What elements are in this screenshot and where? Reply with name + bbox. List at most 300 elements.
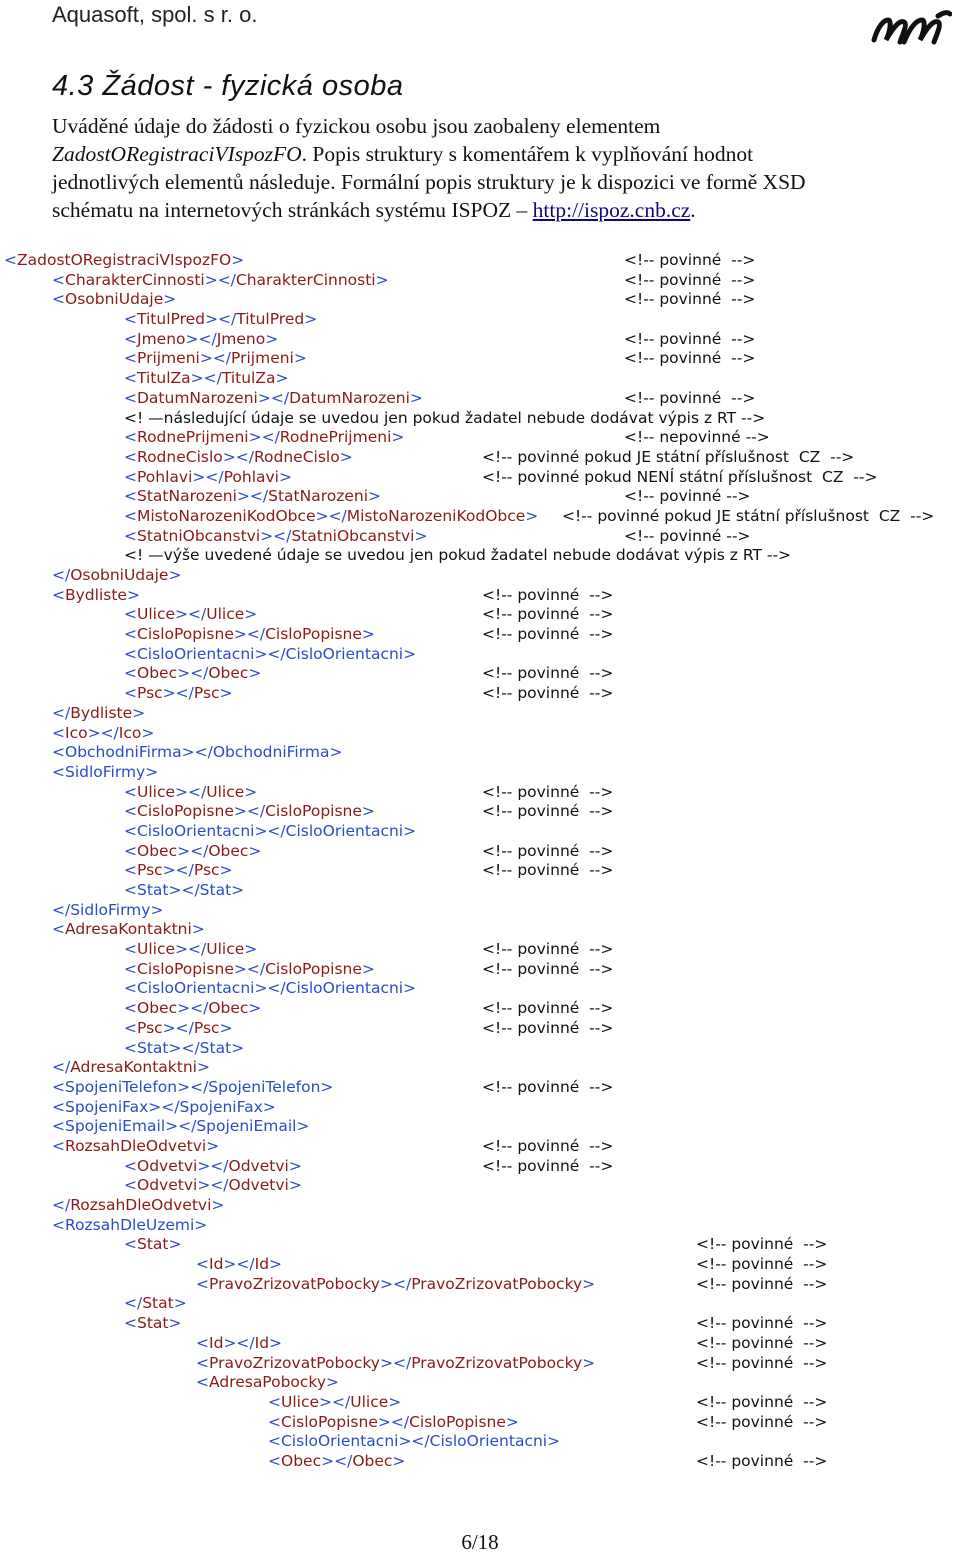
xml-comment: <!-- povinné --> xyxy=(482,802,614,821)
xml-comment: <!-- povinné --> xyxy=(482,782,614,801)
element-name: Odvetvi xyxy=(228,1156,289,1175)
code-line xyxy=(0,724,960,744)
tag-bracket: ></ xyxy=(197,1156,229,1175)
tag-bracket: > xyxy=(132,703,146,722)
xml-element xyxy=(124,625,375,645)
tag-bracket: </ xyxy=(52,1196,71,1214)
tag-bracket: < xyxy=(268,1412,281,1431)
tag-bracket: > xyxy=(168,1314,182,1333)
xml-element xyxy=(124,1176,302,1196)
element-name: Obec xyxy=(281,1451,322,1470)
xml-element xyxy=(124,822,416,842)
element-name: RozsahDleOdvetvi xyxy=(65,1136,207,1155)
xml-element xyxy=(124,881,244,901)
code-line xyxy=(0,1216,960,1236)
tag-bracket: > xyxy=(278,467,292,486)
tag-bracket: > xyxy=(288,1176,302,1195)
xml-comment: <!-- povinné --> xyxy=(696,1333,828,1352)
code-line xyxy=(0,527,960,547)
xml-comment: <!-- povinné --> xyxy=(696,1235,828,1254)
xml-comment: <!-- povinné --> xyxy=(624,487,751,506)
xml-element xyxy=(52,724,154,744)
tag-bracket: > xyxy=(582,1353,596,1372)
xml-comment: <!-- povinné --> xyxy=(482,625,614,644)
code-line xyxy=(0,1235,960,1255)
tag-bracket: ></ xyxy=(319,1392,351,1411)
xml-element xyxy=(124,861,233,881)
code-line xyxy=(0,1078,960,1098)
note-comment: <! —následující údaje se uvedou jen pokud žadatel nebude dodávat výpis z RT --> xyxy=(124,408,766,427)
element-name: TitulZa xyxy=(137,369,191,388)
xml-element xyxy=(196,1354,595,1374)
element-name: Bydliste xyxy=(65,585,127,604)
xml-element xyxy=(52,586,140,606)
xml-element xyxy=(124,802,375,822)
element-name: CisloPopisne xyxy=(137,959,234,978)
tag-bracket: ></ xyxy=(223,1333,255,1352)
element-name: DatumNarozeni xyxy=(289,388,410,407)
tag-bracket: ></ xyxy=(190,369,222,388)
element-name: Obec xyxy=(137,841,178,860)
tag-bracket: > xyxy=(368,487,382,506)
tag-bracket: > xyxy=(505,1412,519,1431)
xml-comment: <!-- povinné --> xyxy=(696,1255,828,1274)
tag-bracket: > xyxy=(244,605,258,624)
xml-element xyxy=(124,842,261,862)
xml-element xyxy=(124,1039,244,1059)
tag-bracket: ></ xyxy=(175,782,207,801)
tag-bracket: < xyxy=(124,861,137,880)
xml-comment: <!-- povinné --> xyxy=(482,999,614,1018)
tag-bracket: < xyxy=(124,428,137,447)
tag-bracket: ></ xyxy=(177,999,209,1018)
tag-bracket: <CisloOrientacni></CisloOrientacni> xyxy=(124,644,417,663)
code-line xyxy=(0,881,960,901)
intro-line-4: schématu na internetových stránkách systému ISPOZ – xyxy=(52,198,533,222)
xml-comment: <!-- povinné --> xyxy=(482,940,614,959)
tag-bracket: < xyxy=(124,664,137,683)
element-name: Obec xyxy=(208,664,249,683)
element-name: Ico xyxy=(65,723,88,742)
tag-bracket: ></ xyxy=(177,841,209,860)
xml-element xyxy=(52,743,342,763)
code-line xyxy=(0,861,960,881)
xml-element xyxy=(124,487,381,507)
xml-comment: <!-- povinné --> xyxy=(482,664,614,683)
tag-bracket: < xyxy=(124,467,137,486)
code-line xyxy=(0,1354,960,1374)
xml-element xyxy=(52,1058,210,1078)
xml-element xyxy=(52,1117,309,1137)
element-name: CisloPopisne xyxy=(137,802,234,821)
tag-bracket: > xyxy=(409,388,423,407)
xml-element xyxy=(124,1157,302,1177)
tag-bracket: > xyxy=(265,329,279,348)
code-line xyxy=(0,487,960,507)
code-line xyxy=(0,704,960,724)
element-name: Ico xyxy=(118,723,142,742)
code-line xyxy=(0,1294,960,1314)
tag-bracket: < xyxy=(52,290,65,309)
tag-bracket: > xyxy=(168,566,182,584)
xml-element xyxy=(52,763,158,783)
element-name: CisloPopisne xyxy=(265,802,362,821)
tag-bracket: ></ xyxy=(192,467,224,486)
code-line xyxy=(0,1255,960,1275)
xml-element xyxy=(196,1275,595,1295)
tag-bracket: < xyxy=(196,1255,209,1274)
tag-bracket: < xyxy=(268,1451,281,1470)
element-name: Ulice xyxy=(350,1392,389,1411)
code-line xyxy=(0,1373,960,1393)
header-company-name: Aquasoft, spol. s r. o. xyxy=(52,2,258,27)
element-name: Ulice xyxy=(137,782,176,801)
xml-element xyxy=(52,290,176,310)
element-name: Ulice xyxy=(206,782,245,801)
tag-bracket: ></ xyxy=(377,1412,410,1431)
xml-element xyxy=(124,979,416,999)
element-name: Pohlavi xyxy=(223,467,279,486)
tag-bracket: > xyxy=(326,1373,340,1392)
tag-bracket: ></ xyxy=(223,1255,255,1274)
tag-bracket: <CisloOrientacni></CisloOrientacni> xyxy=(124,821,417,840)
tag-bracket: < xyxy=(52,920,65,939)
element-name: PravoZrizovatPobocky xyxy=(411,1274,583,1293)
intro-element-name: ZadostORegistraciVIspozFO xyxy=(52,142,302,166)
tag-bracket: ></ xyxy=(162,684,194,703)
tag-bracket: > xyxy=(361,802,375,821)
tag-bracket: > xyxy=(525,506,539,525)
code-line xyxy=(0,1098,960,1118)
element-name: Stat xyxy=(137,1235,169,1254)
element-name: Bydliste xyxy=(70,703,133,722)
xml-comment: <!-- povinné --> xyxy=(624,349,756,368)
element-name: DatumNarozeni xyxy=(137,388,258,407)
xml-element xyxy=(124,605,257,625)
tag-bracket: ></ xyxy=(162,1018,194,1037)
xml-element xyxy=(124,999,261,1019)
code-line xyxy=(0,586,960,606)
tag-bracket: ></ xyxy=(260,526,292,545)
tag-bracket: > xyxy=(339,447,353,466)
xml-structure-listing xyxy=(0,251,960,1472)
xml-element xyxy=(124,684,233,704)
ispoz-link[interactable]: http://ispoz.cnb.cz xyxy=(532,198,691,222)
element-name: Stat xyxy=(137,1314,169,1333)
element-name: Prijmeni xyxy=(231,349,294,368)
xml-comment: <!-- povinné --> xyxy=(696,1451,828,1470)
element-name: RodnePrijmeni xyxy=(279,428,392,447)
xml-element xyxy=(124,1314,182,1334)
tag-bracket: ></ xyxy=(205,310,237,329)
code-line xyxy=(0,369,960,389)
tag-bracket: ></ xyxy=(315,506,347,525)
xml-element xyxy=(196,1255,282,1275)
element-name: StatniObcanstvi xyxy=(137,526,261,545)
intro-line-end: . xyxy=(690,198,696,222)
tag-bracket: < xyxy=(124,940,137,959)
xml-comment: <!-- povinné --> xyxy=(482,1018,614,1037)
tag-bracket: </ xyxy=(52,1058,71,1077)
element-name: Jmeno xyxy=(137,329,186,348)
code-line xyxy=(0,468,960,488)
tag-bracket: ></ xyxy=(87,723,119,742)
xml-comment: <!-- povinné --> xyxy=(482,841,614,860)
element-name: Obec xyxy=(208,999,249,1018)
code-line xyxy=(0,1058,960,1078)
code-line xyxy=(0,901,960,921)
tag-bracket: ></ xyxy=(162,861,194,880)
tag-bracket: <SpojeniEmail></SpojeniEmail> xyxy=(52,1117,310,1136)
tag-bracket: < xyxy=(124,782,137,801)
tag-bracket: < xyxy=(124,388,137,407)
tag-bracket: > xyxy=(163,290,177,309)
tag-bracket: < xyxy=(124,841,137,860)
xml-comment: <!-- povinné pokud JE státní příslušnost CZ --> xyxy=(562,506,935,525)
tag-bracket: > xyxy=(288,1156,302,1175)
element-name: Psc xyxy=(193,684,220,703)
tag-bracket: ></ xyxy=(175,940,207,959)
tag-bracket: </ xyxy=(52,703,71,722)
tag-bracket: > xyxy=(219,684,233,703)
xml-comment: <!-- povinné --> xyxy=(482,1156,614,1175)
element-name: Stat xyxy=(142,1294,174,1313)
code-line xyxy=(0,1334,960,1354)
element-name: PravoZrizovatPobocky xyxy=(411,1353,583,1372)
tag-bracket: <Stat></Stat> xyxy=(124,1038,245,1057)
tag-bracket: ></ xyxy=(248,428,280,447)
xml-element xyxy=(124,448,353,468)
tag-bracket: < xyxy=(124,802,137,821)
tag-bracket: < xyxy=(124,1314,137,1333)
element-name: Obec xyxy=(137,999,178,1018)
code-line xyxy=(0,1314,960,1334)
code-line xyxy=(0,645,960,665)
xml-comment: <!-- povinné --> xyxy=(482,1077,614,1096)
element-name: Ulice xyxy=(206,605,245,624)
xml-comment: <!-- nepovinné --> xyxy=(624,428,770,447)
tag-bracket: < xyxy=(124,625,137,644)
company-logo xyxy=(868,6,952,52)
element-name: MistoNarozeniKodObce xyxy=(346,506,526,525)
xml-element xyxy=(268,1413,519,1433)
tag-bracket: ></ xyxy=(379,1274,412,1293)
intro-line-3: jednotlivých elementů následuje. Formální popis struktury je k dispozici ve formě XSD xyxy=(52,170,806,194)
code-line xyxy=(0,349,960,369)
code-line xyxy=(0,1137,960,1157)
tag-bracket: ></ xyxy=(233,802,266,821)
code-line xyxy=(0,1275,960,1295)
element-name: Obec xyxy=(137,664,178,683)
code-line xyxy=(0,605,960,625)
xml-element xyxy=(124,940,257,960)
element-name: Prijmeni xyxy=(137,349,200,368)
element-name: Ulice xyxy=(206,940,245,959)
tag-bracket: > xyxy=(211,1196,225,1214)
code-line xyxy=(0,271,960,291)
tag-bracket: <SpojeniFax></SpojeniFax> xyxy=(52,1097,276,1116)
tag-bracket: > xyxy=(244,782,258,801)
element-name: Psc xyxy=(137,1018,163,1037)
xml-comment: <!-- povinné pokud JE státní příslušnost CZ --> xyxy=(482,447,855,466)
element-name: AdresaKontaktni xyxy=(70,1058,197,1077)
xml-element xyxy=(124,527,427,547)
code-line xyxy=(0,802,960,822)
code-line xyxy=(0,1019,960,1039)
element-name: CisloPopisne xyxy=(281,1412,378,1431)
code-line xyxy=(0,330,960,350)
xml-element xyxy=(52,271,389,291)
xml-element xyxy=(124,389,423,409)
xml-element xyxy=(124,349,307,369)
xml-element xyxy=(196,1373,339,1393)
tag-bracket: < xyxy=(124,605,137,624)
tag-bracket: < xyxy=(52,723,65,742)
xml-comment: <!-- povinné --> xyxy=(696,1274,828,1293)
element-name: AdresaKontaktni xyxy=(65,920,192,939)
element-name: Odvetvi xyxy=(228,1176,289,1195)
element-name: CharakterCinnosti xyxy=(65,270,205,289)
code-line xyxy=(0,1393,960,1413)
element-name: Ulice xyxy=(281,1392,320,1411)
xml-comment: <!-- povinné --> xyxy=(482,959,614,978)
tag-bracket: < xyxy=(52,270,65,289)
tag-bracket: < xyxy=(124,369,137,388)
element-name: TitulPred xyxy=(236,310,305,329)
element-name: Obec xyxy=(208,841,249,860)
code-line xyxy=(0,409,960,429)
xml-element xyxy=(124,507,538,527)
tag-bracket: < xyxy=(124,1235,137,1254)
xml-comment: <!-- povinné --> xyxy=(624,526,751,545)
tag-bracket: > xyxy=(126,585,140,604)
code-line xyxy=(0,920,960,940)
element-name: CisloPopisne xyxy=(265,959,362,978)
element-name: PravoZrizovatPobocky xyxy=(209,1353,380,1372)
xml-comment: <!-- povinné --> xyxy=(696,1353,828,1372)
tag-bracket: > xyxy=(392,1451,406,1470)
code-line xyxy=(0,290,960,310)
tag-bracket: < xyxy=(52,1136,65,1155)
element-name: Psc xyxy=(137,684,163,703)
tag-bracket: > xyxy=(219,861,233,880)
code-line xyxy=(0,743,960,763)
xml-element xyxy=(124,330,278,350)
xml-element xyxy=(196,1334,282,1354)
tag-bracket: < xyxy=(124,506,137,525)
element-name: MistoNarozeniKodObce xyxy=(137,506,316,525)
tag-bracket: < xyxy=(124,526,137,545)
tag-bracket: > xyxy=(269,1255,283,1274)
code-line xyxy=(0,1039,960,1059)
tag-bracket: ></ xyxy=(175,605,207,624)
tag-bracket: < xyxy=(124,684,137,703)
element-name: Psc xyxy=(137,861,163,880)
tag-bracket: > xyxy=(219,1018,233,1037)
tag-bracket: <CisloOrientacni></CisloOrientacni> xyxy=(268,1432,561,1451)
element-name: OsobniUdaje xyxy=(70,566,169,584)
element-name: TitulPred xyxy=(137,310,205,329)
xml-element xyxy=(124,960,375,980)
tag-bracket: ></ xyxy=(233,625,266,644)
element-name: CharakterCinnosti xyxy=(235,270,376,289)
xml-comment: <!-- povinné pokud NENÍ státní příslušnost CZ --> xyxy=(482,467,878,486)
tag-bracket: > xyxy=(361,959,375,978)
xml-element xyxy=(124,310,317,330)
tag-bracket: < xyxy=(196,1353,209,1372)
intro-line-1: Uváděné údaje do žádosti o fyzickou osobu jsou zaobaleny elementem xyxy=(52,114,661,138)
xml-comment: <!-- povinné --> xyxy=(482,605,614,624)
element-name: Id xyxy=(254,1333,270,1352)
tag-bracket: ></ xyxy=(177,664,209,683)
intro-line-2: . Popis struktury s komentářem k vyplňování hodnot xyxy=(301,142,754,166)
code-line xyxy=(0,389,960,409)
xml-comment: <!-- povinné --> xyxy=(624,329,756,348)
tag-bracket: > xyxy=(244,940,258,959)
element-name: Ulice xyxy=(137,605,176,624)
tag-bracket: </ xyxy=(52,566,71,584)
tag-bracket: > xyxy=(141,723,155,742)
element-name: StatNarozeni xyxy=(137,487,237,506)
xml-element xyxy=(52,901,163,921)
element-name: Obec xyxy=(352,1451,393,1470)
xml-element xyxy=(52,1137,219,1157)
code-line xyxy=(0,684,960,704)
tag-bracket: > xyxy=(388,1392,402,1411)
code-line xyxy=(0,1196,960,1216)
tag-bracket: > xyxy=(206,1136,220,1155)
xml-comment: <!-- povinné --> xyxy=(482,684,614,703)
tag-bracket: > xyxy=(269,1333,283,1352)
element-name: RodneCislo xyxy=(253,447,340,466)
tag-bracket: < xyxy=(124,310,137,329)
tag-bracket: > xyxy=(293,349,307,368)
element-name: ZadostORegistraciVIspozFO xyxy=(17,251,232,269)
tag-bracket: ></ xyxy=(197,1176,229,1195)
xml-comment: <!-- povinné --> xyxy=(624,270,756,289)
element-name: StatniObcanstvi xyxy=(291,526,415,545)
tag-bracket: < xyxy=(124,1018,137,1037)
tag-bracket: ></ xyxy=(321,1451,353,1470)
xml-comment: <!-- povinné --> xyxy=(696,1412,828,1431)
element-name: RodnePrijmeni xyxy=(137,428,249,447)
code-line xyxy=(0,842,960,862)
code-line xyxy=(0,783,960,803)
tag-bracket: <SpojeniTelefon></SpojeniTelefon> xyxy=(52,1077,334,1096)
xml-comment: <!-- povinné --> xyxy=(482,861,614,880)
tag-bracket: < xyxy=(124,487,137,506)
tag-bracket: > xyxy=(361,625,375,644)
element-name: Ulice xyxy=(137,940,176,959)
tag-bracket: < xyxy=(124,349,137,368)
code-line xyxy=(0,1176,960,1196)
xml-comment: <!-- povinné --> xyxy=(624,388,756,407)
code-line xyxy=(0,1413,960,1433)
element-name: StatNarozeni xyxy=(268,487,369,506)
tag-bracket: </SidloFirmy> xyxy=(52,900,164,919)
code-line xyxy=(0,448,960,468)
tag-bracket: < xyxy=(268,1392,281,1411)
xml-element xyxy=(124,546,791,566)
code-line xyxy=(0,664,960,684)
tag-bracket: > xyxy=(275,369,289,388)
element-name: CisloPopisne xyxy=(265,625,362,644)
tag-bracket: > xyxy=(248,999,262,1018)
page-number: 6/18 xyxy=(461,1530,499,1554)
tag-bracket: ></ xyxy=(204,270,236,289)
xml-element xyxy=(52,566,181,586)
element-name: Psc xyxy=(193,1018,220,1037)
